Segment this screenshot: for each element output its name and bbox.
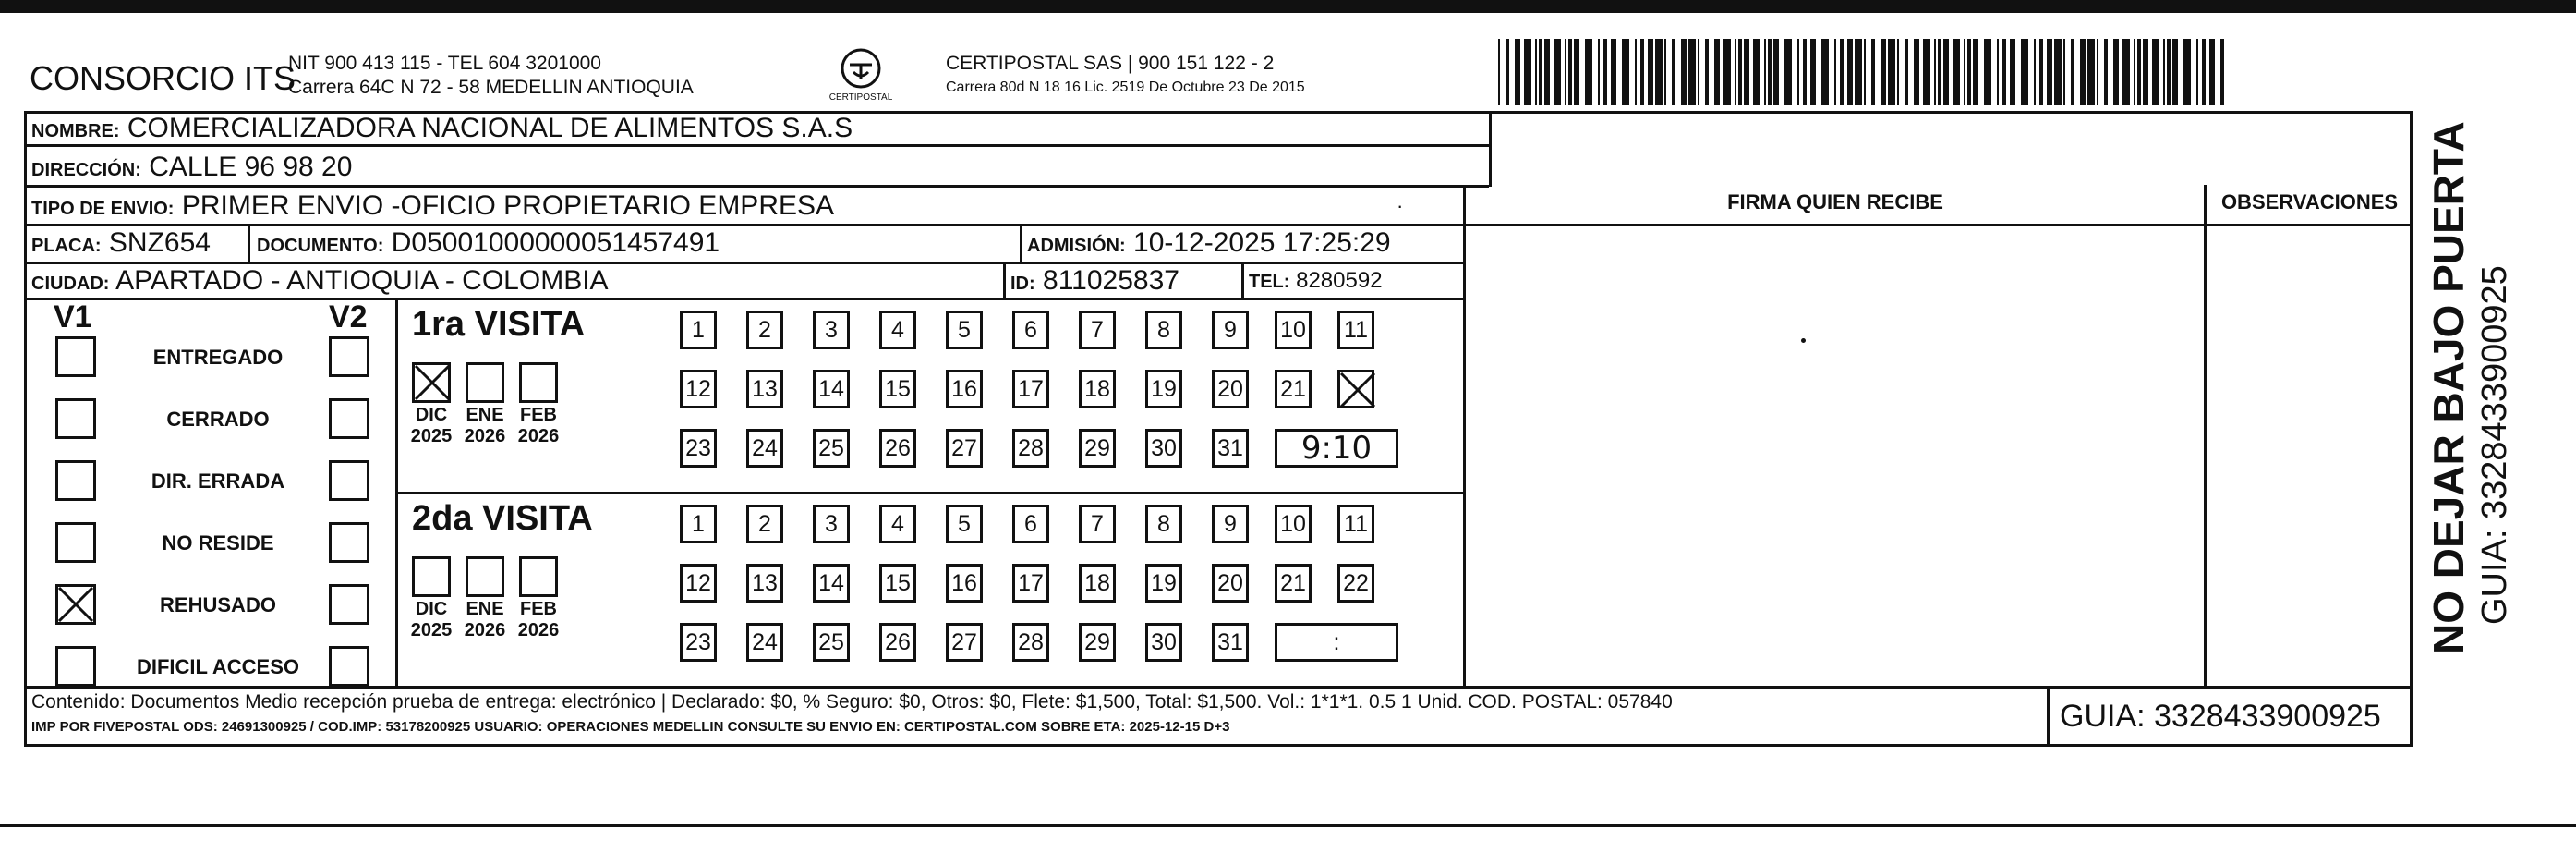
tel-label: TEL: [1249, 272, 1290, 292]
second-visit-day-cell[interactable]: 17 [1012, 564, 1049, 603]
barcode-bar [2152, 39, 2159, 105]
barcode-bar [1803, 39, 1807, 105]
first-visit-month-label: DIC 2025 [410, 405, 453, 446]
barcode-bar [1888, 39, 1895, 105]
v1-checkbox[interactable] [55, 522, 96, 563]
no-dejar-text: NO DEJAR BAJO PUERTA [2425, 121, 2473, 654]
first-visit-day-cell[interactable]: 20 [1212, 370, 1249, 408]
second-visit-month-label: FEB 2026 [517, 599, 560, 640]
second-visit-day-cell[interactable]: 15 [879, 564, 916, 603]
barcode-bar [2021, 39, 2028, 105]
v2-checkbox[interactable] [329, 398, 369, 439]
second-visit-title: 2da VISITA [412, 499, 593, 538]
barcode-bar [1840, 39, 1844, 105]
first-visit-day-cell[interactable]: 8 [1145, 311, 1182, 349]
first-visit-day-cell[interactable]: 25 [813, 429, 850, 468]
barcode-bar [2002, 39, 2006, 105]
barcode-bar [2087, 39, 2095, 105]
first-visit-day-cell[interactable]: 13 [746, 370, 783, 408]
documento-value: D05001000000051457491 [391, 227, 720, 258]
certipostal-info [946, 52, 1305, 100]
second-visit-day-cell[interactable]: 12 [680, 564, 717, 603]
barcode-bar [1773, 39, 1779, 105]
barcode-bar [1897, 39, 1899, 105]
barcode-bar [1797, 39, 1799, 105]
barcode-bar [1810, 39, 1816, 105]
first-visit-day-cell[interactable]: 6 [1012, 311, 1049, 349]
barcode-bar [1997, 39, 1999, 105]
observaciones-area[interactable] [2207, 224, 2413, 686]
second-visit-day-cell[interactable]: 19 [1145, 564, 1182, 603]
side-guia-text: GUIA: 3328433900925 [2475, 265, 2514, 625]
barcode-bar [1640, 39, 1644, 105]
barcode-bar [1905, 39, 1908, 105]
nombre-value: COMERCIALIZADORA NACIONAL DE ALIMENTOS S.A.S [127, 113, 853, 143]
barcode-bar [1672, 39, 1675, 105]
barcode-bar [2063, 39, 2065, 105]
first-visit-month-label: FEB 2026 [517, 405, 560, 446]
v1-checkbox[interactable] [55, 398, 96, 439]
second-visit-day-cell[interactable]: 24 [746, 623, 783, 662]
first-visit-day-cell[interactable]: 28 [1012, 429, 1049, 468]
second-visit-day-cell[interactable]: 9 [1212, 505, 1249, 543]
barcode-bar [1881, 39, 1886, 105]
barcode-bar [2010, 39, 2015, 105]
second-visit-day-cell[interactable]: 23 [680, 623, 717, 662]
second-visit-day-cell[interactable]: 10 [1275, 505, 1312, 543]
status-option-label: REHUSADO [160, 593, 276, 616]
company-name: CONSORCIO ITS [30, 59, 296, 97]
second-visit-day-cell[interactable]: 27 [946, 623, 983, 662]
barcode-bar [1943, 39, 1949, 105]
barcode-bar [2183, 39, 2191, 105]
barcode-bar [1934, 39, 1936, 105]
first-visit-day-cell[interactable]: 14 [813, 370, 850, 408]
barcode-bar [1655, 39, 1663, 105]
barcode-bar [1664, 39, 1666, 105]
barcode-bar [1598, 39, 1600, 105]
v1-checkbox[interactable] [55, 336, 96, 377]
first-visit-day-cell[interactable]: 5 [946, 311, 983, 349]
v1-checkbox[interactable] [55, 646, 96, 687]
barcode-bar [2202, 39, 2206, 105]
id-value: 811025837 [1043, 265, 1179, 296]
first-visit-day-cell[interactable]: 24 [746, 429, 783, 468]
first-visit-day-cell[interactable]: 3 [813, 311, 850, 349]
barcode-bar [1753, 39, 1760, 105]
barcode-bar [1784, 39, 1792, 105]
barcode-bar [2209, 39, 2215, 105]
barcode-bar [1568, 39, 1572, 105]
barcode-bar [2080, 39, 2086, 105]
barcode-bar [2134, 39, 2135, 105]
first-visit-day-cell[interactable]: 16 [946, 370, 983, 408]
v1-header: V1 [54, 299, 92, 335]
barcode-bar [2039, 39, 2043, 105]
barcode-bar [2167, 39, 2171, 105]
second-visit-time-box[interactable]: : [1275, 623, 1398, 662]
barcode-bar [1698, 39, 1699, 105]
barcode-bar [1535, 39, 1537, 105]
barcode-bar [1622, 39, 1629, 105]
nit-tel: NIT 900 413 115 - TEL 604 3201000 [288, 53, 601, 74]
barcode-bar [1544, 39, 1550, 105]
first-visit-time-box[interactable]: 9:10 [1275, 429, 1398, 468]
barcode-bar [1964, 39, 1965, 105]
second-visit-month-label: ENE 2026 [464, 599, 506, 640]
id-row [1010, 265, 1179, 297]
first-visit-day-cell[interactable]: 2 [746, 311, 783, 349]
v1-checkbox[interactable] [55, 460, 96, 501]
first-visit-day-cell[interactable]: 29 [1079, 429, 1116, 468]
barcode-bar [1688, 39, 1696, 105]
barcode-bar [2143, 39, 2148, 105]
barcode-bar [2163, 39, 2165, 105]
barcode-bar [2137, 39, 2141, 105]
company-address: Carrera 64C N 72 - 58 MEDELLIN ANTIOQUIA [288, 77, 694, 98]
barcode-bar [1973, 39, 1978, 105]
barcode-bar [2220, 39, 2224, 105]
first-visit-day-cell[interactable]: 12 [680, 370, 717, 408]
second-visit-day-cell[interactable]: 21 [1275, 564, 1312, 603]
tel-row [1249, 268, 1383, 294]
company-info [288, 52, 694, 100]
first-visit-title: 1ra VISITA [412, 305, 586, 344]
tipo-envio-label: TIPO DE ENVIO: [31, 199, 175, 219]
status-option-label: DIFICIL ACCESO [136, 655, 299, 678]
tel-value: 8280592 [1296, 268, 1383, 293]
barcode-bar [1554, 39, 1561, 105]
placa-label: PLACA: [31, 236, 102, 256]
certi-line1: CERTIPOSTAL SAS | 900 151 122 - 2 [946, 53, 1275, 74]
v2-checkbox[interactable] [329, 584, 369, 625]
admision-value: 10-12-2025 17:25:29 [1133, 227, 1391, 258]
first-visit-month-checkbox[interactable] [466, 362, 504, 403]
second-visit-day-cell[interactable]: 5 [946, 505, 983, 543]
barcode-bar [2071, 39, 2074, 105]
barcode-bar [1953, 39, 1960, 105]
barcode-bar [1603, 39, 1607, 105]
barcode-bar [1735, 39, 1736, 105]
second-visit-month-checkbox[interactable] [519, 556, 558, 597]
second-visit-day-cell[interactable]: 20 [1212, 564, 1249, 603]
barcode-bar [1714, 39, 1720, 105]
second-visit-day-cell[interactable]: 31 [1212, 623, 1249, 662]
footer-imp: IMP POR FIVEPOSTAL ODS: 24691300925 / COD.IMP: 53178200925 USUARIO: OPERACIONES MEDELLIN CONSULTE SU ENVIO EN: CERTIPOSTAL.COM SOBRE ETA: 2025-12-15 D+3 [31, 719, 1230, 735]
barcode-bar [1984, 39, 1991, 105]
barcode-bar [1585, 39, 1592, 105]
second-visit-day-cell[interactable]: 22 [1337, 564, 1374, 603]
barcode-bar [2104, 39, 2108, 105]
v2-checkbox[interactable] [329, 336, 369, 377]
placa-value: SNZ654 [108, 227, 211, 258]
barcode-bar [2122, 39, 2130, 105]
second-visit-month-checkbox[interactable] [412, 556, 451, 597]
barcode-bar [2047, 39, 2052, 105]
barcode-bar [1705, 39, 1709, 105]
barcode-bar [1864, 39, 1866, 105]
second-visit-day-cell[interactable]: 1 [680, 505, 717, 543]
first-visit-day-cell[interactable]: 21 [1275, 370, 1312, 408]
barcode-bar [1764, 39, 1766, 105]
v2-checkbox[interactable] [329, 460, 369, 501]
dot-mark: · [1397, 194, 1404, 217]
barcode-bar [1574, 39, 1579, 105]
barcode-bar [1768, 39, 1772, 105]
first-visit-day-cell[interactable]: 15 [879, 370, 916, 408]
barcode-bar [1871, 39, 1875, 105]
barcode-bar [1648, 39, 1653, 105]
documento-label: DOCUMENTO: [257, 236, 384, 256]
logo-text: CERTIPOSTAL [828, 92, 893, 103]
second-visit-day-cell[interactable]: 26 [879, 623, 916, 662]
v2-checkbox[interactable] [329, 522, 369, 563]
second-visit-day-cell[interactable]: 3 [813, 505, 850, 543]
second-visit-day-cell[interactable]: 7 [1079, 505, 1116, 543]
second-visit-month-checkbox[interactable] [466, 556, 504, 597]
documento-row [257, 227, 720, 259]
first-visit-day-cell[interactable]: 1 [680, 311, 717, 349]
barcode-bar [1855, 39, 1862, 105]
second-visit-day-cell[interactable]: 30 [1145, 623, 1182, 662]
barcode-bar [1635, 39, 1637, 105]
first-visit-day-cell[interactable]: 11 [1337, 311, 1374, 349]
barcode-bar [1744, 39, 1749, 105]
first-visit-day-cell[interactable]: 26 [879, 429, 916, 468]
direccion-label: DIRECCIÓN: [31, 160, 141, 180]
second-visit-day-cell[interactable]: 14 [813, 564, 850, 603]
barcode-bar [2054, 39, 2062, 105]
direccion-row [31, 152, 352, 183]
v1-checked-x-icon [55, 584, 96, 625]
barcode-bar [2097, 39, 2098, 105]
admision-label: ADMISIÓN: [1027, 236, 1126, 256]
footer-contenido: Contenido: Documentos Medio recepción prueba de entrega: electrónico | Declarado: $0, % Seguro: $0, Otros: $0, Flete: $1,500, Total: $1,500. Vol.: 1*1*1. 0.5 1 Unid. COD. POSTAL: 057840 [31, 691, 1673, 713]
first-visit-day-cell[interactable]: 7 [1079, 311, 1116, 349]
barcode-bar [1821, 39, 1829, 105]
barcode-bar [1681, 39, 1687, 105]
first-visit-day-x-icon [1337, 370, 1378, 410]
second-visit-month-label: DIC 2025 [410, 599, 453, 640]
first-visit-month-checkbox[interactable] [519, 362, 558, 403]
status-option-label: NO RESIDE [162, 531, 274, 555]
signature-area[interactable] [1465, 224, 2206, 686]
v2-header: V2 [329, 299, 368, 335]
barcode-bar [1834, 39, 1836, 105]
first-visit-month-x-icon [412, 362, 453, 403]
barcode-bar [1738, 39, 1742, 105]
first-visit-day-cell[interactable]: 18 [1079, 370, 1116, 408]
first-visit-day-cell[interactable]: 4 [879, 311, 916, 349]
barcode-bar [2034, 39, 2036, 105]
barcode-bar [2113, 39, 2119, 105]
barcode [1498, 39, 2228, 105]
second-visit-day-cell[interactable]: 25 [813, 623, 850, 662]
direccion-value: CALLE 96 98 20 [149, 152, 353, 182]
placa-row [31, 227, 211, 259]
barcode-bar [1498, 39, 1500, 105]
first-visit-day-cell[interactable]: 31 [1212, 429, 1249, 468]
id-label: ID: [1010, 274, 1035, 294]
second-visit-day-cell[interactable]: 16 [946, 564, 983, 603]
second-visit-day-cell[interactable]: 18 [1079, 564, 1116, 603]
firma-header: FIRMA QUIEN RECIBE [1727, 190, 1943, 213]
second-visit-day-cell[interactable]: 4 [879, 505, 916, 543]
first-visit-day-cell[interactable]: 17 [1012, 370, 1049, 408]
ink-dot [1801, 338, 1806, 343]
first-visit-month-label: ENE 2026 [464, 405, 506, 446]
top-border [0, 0, 2576, 13]
barcode-bar [2196, 39, 2198, 105]
status-option-label: DIR. ERRADA [151, 469, 285, 493]
first-visit-day-cell[interactable]: 10 [1275, 311, 1312, 349]
second-visit-day-cell[interactable]: 6 [1012, 505, 1049, 543]
admision-row [1027, 227, 1391, 259]
certi-line2: Carrera 80d N 18 16 Lic. 2519 De Octubre 23 De 2015 [946, 79, 1305, 95]
first-visit-day-cell[interactable]: 9 [1212, 311, 1249, 349]
v2-checkbox[interactable] [329, 646, 369, 687]
tipo-envio-row [31, 190, 834, 222]
barcode-bar [1611, 39, 1616, 105]
barcode-bar [1914, 39, 1919, 105]
ciudad-value: APARTADO - ANTIOQUIA - COLOMBIA [115, 265, 609, 296]
second-visit-day-cell[interactable]: 29 [1079, 623, 1116, 662]
barcode-bar [1923, 39, 1930, 105]
nombre-label: NOMBRE: [31, 121, 120, 141]
second-visit-day-cell[interactable]: 2 [746, 505, 783, 543]
barcode-bar [1515, 39, 1520, 105]
first-visit-day-cell[interactable]: 19 [1145, 370, 1182, 408]
second-visit-day-cell[interactable]: 11 [1337, 505, 1374, 543]
barcode-bar [1539, 39, 1542, 105]
barcode-bar [1524, 39, 1531, 105]
barcode-bar [1847, 39, 1853, 105]
barcode-bar [2172, 39, 2178, 105]
ciudad-row [31, 265, 609, 297]
observaciones-header: OBSERVACIONES [2220, 190, 2399, 213]
footer-guia: GUIA: 3328433900925 [2060, 699, 2381, 734]
second-visit-day-cell[interactable]: 13 [746, 564, 783, 603]
second-visit-day-cell[interactable]: 28 [1012, 623, 1049, 662]
barcode-bar [1938, 39, 1941, 105]
nombre-row [31, 113, 853, 144]
barcode-bar [1565, 39, 1566, 105]
barcode-bar [1967, 39, 1971, 105]
ciudad-label: CIUDAD: [31, 274, 110, 294]
status-option-label: CERRADO [166, 408, 270, 431]
first-visit-day-cell[interactable]: 23 [680, 429, 717, 468]
barcode-bar [1723, 39, 1731, 105]
second-visit-day-cell[interactable]: 8 [1145, 505, 1182, 543]
barcode-bar [1506, 39, 1509, 105]
first-visit-day-cell[interactable]: 30 [1145, 429, 1182, 468]
status-option-label: ENTREGADO [152, 346, 284, 369]
first-visit-day-cell[interactable]: 27 [946, 429, 983, 468]
tipo-envio-value: PRIMER ENVIO -OFICIO PROPIETARIO EMPRESA [181, 190, 835, 221]
